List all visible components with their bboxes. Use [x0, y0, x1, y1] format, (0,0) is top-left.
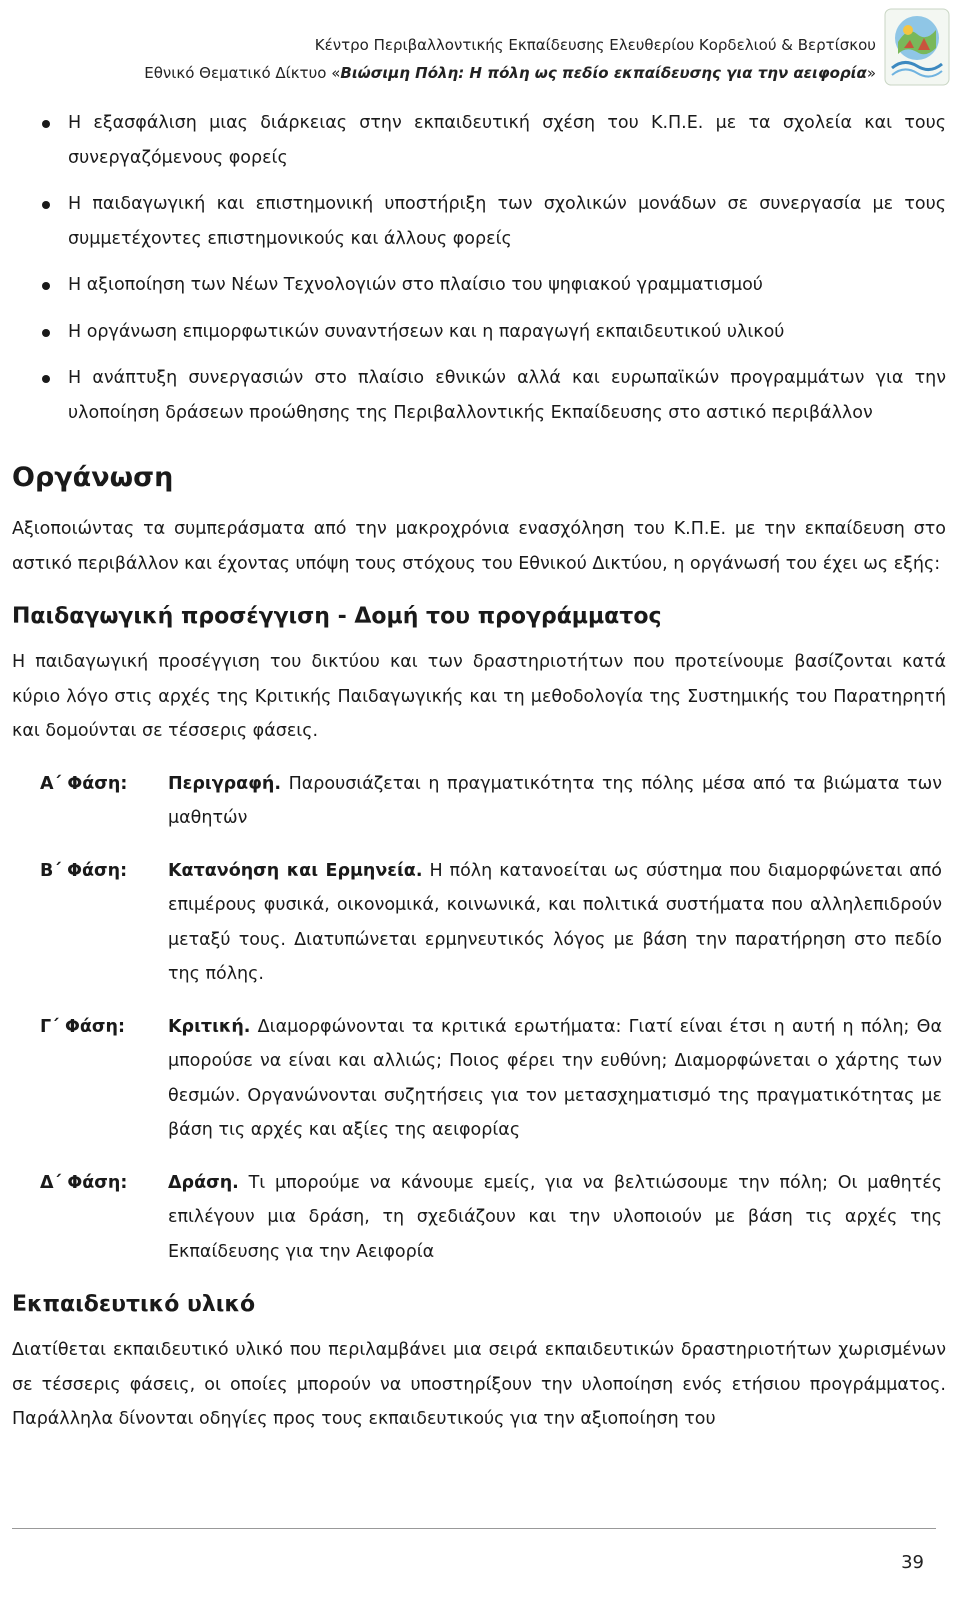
phase-label: Α΄ Φάση: [40, 773, 128, 794]
list-item: Η οργάνωση επιμορφωτικών συναντήσεων και η παραγωγή εκπαιδευτικού υλικού [12, 315, 946, 350]
phase-label: Β΄ Φάση: [40, 860, 128, 881]
list-item: Η ανάπτυξη συνεργασιών στο πλαίσιο εθνικών αλλά και ευρωπαϊκών προγραμμάτων για την υλοποίηση δράσεων προώθησης της Περιβαλλοντικής Εκπαίδευσης στο αστικό περιβάλλον [12, 361, 946, 430]
header-center-name: Κέντρο Περιβαλλοντικής Εκπαίδευσης Ελευθερίου Κορδελιού & Βερτίσκου [314, 36, 876, 54]
page-content [12, 106, 946, 1455]
goals-list [12, 106, 946, 430]
phase-body [168, 767, 946, 836]
phase-label: Δ΄ Φάση: [40, 1172, 128, 1193]
approach-paragraph: Η παιδαγωγική προσέγγιση του δικτύου και των δραστηριοτήτων που προτείνουμε βασίζονται κατά κύριο λόγο στις αρχές της Κριτικής Παιδαγωγικής και τη μεθοδολογία της Συστημικής του Παρατηρητή και δομούνται σε τέσσερις φάσεις. [12, 652, 946, 741]
phase-b [12, 854, 946, 992]
material-paragraph: Διατίθεται εκπαιδευτικό υλικό που περιλαμβάνει μια σειρά εκπαιδευτικών δραστηριοτήτων χωρισμένων σε τέσσερις φάσεις, οι οποίες μπορούν να υποστηρίξουν την υλοποίηση ενός ετήσιου προγράμματος. Παράλληλα δίνονται οδηγίες προς τους εκπαιδευτικούς για την αξιοποίηση του [12, 1340, 946, 1429]
organization-paragraph: Αξιοποιώντας τα συμπεράσματα από την μακροχρόνια ενασχόληση του Κ.Π.Ε. με την εκπαίδευση στο αστικό περιβάλλον και έχοντας υπόψη τους στόχους του Εθνικού Δικτύου, η οργάνωσή του έχει ως εξής: [12, 519, 946, 574]
phase-c [12, 1010, 946, 1148]
list-item: Η παιδαγωγική και επιστημονική υποστήριξη των σχολικών μονάδων σε συνεργασία με τους συμμετέχοντες επιστημονικούς και άλλους φορείς [12, 187, 946, 256]
organization-heading: Οργάνωση [12, 462, 174, 493]
list-item: Η αξιοποίηση των Νέων Τεχνολογιών στο πλαίσιο του ψηφιακού γραμματισμού [12, 268, 946, 303]
header-network-name [144, 64, 876, 82]
phase-title: Δράση. [168, 1172, 239, 1193]
page-header [0, 0, 960, 100]
phase-text: Παρουσιάζεται η πραγματικότητα της πόλης μέσα από τα βιώματα των μαθητών [168, 773, 942, 828]
list-item: Η εξασφάλιση μιας διάρκειας στην εκπαιδευτική σχέση του Κ.Π.Ε. με τα σχολεία και τους συνεργαζόμενους φορείς [12, 106, 946, 175]
phase-body [168, 1010, 946, 1148]
material-heading: Εκπαιδευτικό υλικό [12, 1292, 256, 1317]
phase-text: Η πόλη κατανοείται ως σύστημα που διαμορφώνεται από επιμέρους φυσικά, οικονομικά, κοινωνικά, και πολιτικά συστήματα που αλληλεπιδρούν μεταξύ τους. Διατυπώνεται ερμηνευτικός λόγος με βάση την παρατήρηση στο πεδίο της πόλης. [168, 860, 942, 984]
network-logo-icon [884, 8, 950, 86]
phase-body [168, 1166, 946, 1270]
footer-divider [12, 1528, 936, 1529]
phase-title: Περιγραφή. [168, 773, 281, 794]
approach-heading: Παιδαγωγική προσέγγιση - Δομή του προγράμματος [12, 604, 662, 629]
phase-d [12, 1166, 946, 1270]
phase-text: Τι μπορούμε να κάνουμε εμείς, για να βελτιώσουμε την πόλη; Οι μαθητές επιλέγουν μια δράση, τη σχεδιάζουν και την υλοποιούν με βάση τις αρχές της Εκπαίδευσης για την Αειφορία [168, 1172, 942, 1262]
header-network-title: Βιώσιμη Πόλη: Η πόλη ως πεδίο εκπαίδευσης για την αειφορία [340, 64, 867, 82]
phase-title: Κριτική. [168, 1016, 251, 1037]
page-number: 39 [901, 1552, 924, 1573]
header-network-suffix: » [866, 64, 876, 82]
phase-text: Διαμορφώνονται τα κριτικά ερωτήματα: Γιατί είναι έτσι η αυτή η πόλη; Θα μπορούσε να είναι και αλλιώς; Ποιος φέρει την ευθύνη; Διαμορφώνεται ο χάρτης των θεσμών. Οργανώνονται συζητήσεις για τον μετασχηματισμό της πραγματικότητας με βάση τις αρχές και αξίες της αειφορίας [168, 1016, 942, 1140]
phase-title: Κατανόηση και Ερμηνεία. [168, 860, 423, 881]
header-network-prefix: Εθνικό Θεματικό Δίκτυο « [144, 64, 341, 82]
phase-label: Γ΄ Φάση: [40, 1016, 125, 1037]
phase-a [12, 767, 946, 836]
phase-body [168, 854, 946, 992]
